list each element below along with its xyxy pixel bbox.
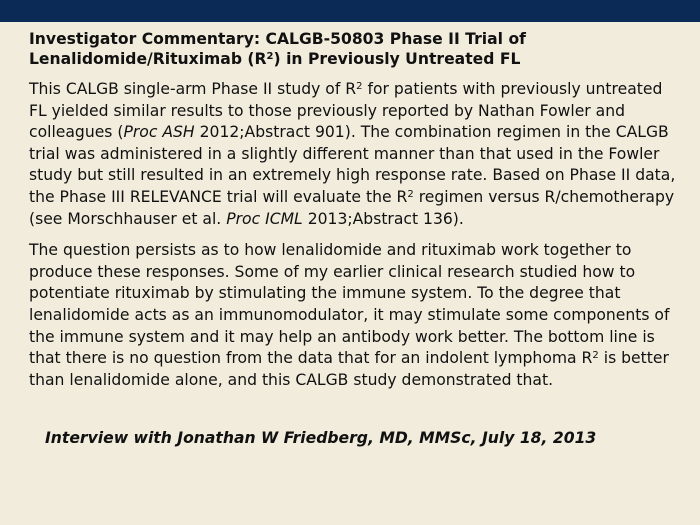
title-line-2b: ) in Previously Untreated FL bbox=[273, 50, 521, 68]
p2-text-a: The question persists as to how lenalidomide and rituximab work together to produce these responses. Some of my earlier clinical research studied how to potentiate rituximab by stimulating the immune system. To the degree that lenalidomide acts as an immunomodulator, it may stimulate some components of the immune system and it may help an antibody work better. The bottom line is that there is no question from the data that for an indolent lymphoma R bbox=[29, 241, 670, 368]
interview-credit: Interview with Jonathan W Friedberg, MD, MMSc, July 18, 2013 bbox=[45, 429, 597, 447]
slide-title bbox=[29, 29, 677, 69]
p1-text-d: regimen versus R/chemotherapy (see Morschhauser et al. bbox=[29, 187, 675, 228]
p1-citation-2: Proc ICML bbox=[226, 209, 303, 228]
p1-superscript-1: 2 bbox=[356, 81, 363, 92]
header-bar bbox=[0, 0, 700, 22]
title-superscript: 2 bbox=[266, 51, 274, 62]
p1-superscript-2: 2 bbox=[407, 188, 414, 200]
title-line-1: Investigator Commentary: CALGB-50803 Phase II Trial of bbox=[29, 30, 526, 48]
p2-text-b: is better than lenalidomide alone, and this CALGB study demonstrated that. bbox=[29, 349, 669, 389]
p2-superscript: 2 bbox=[592, 350, 599, 362]
p1-citation-1: Proc ASH bbox=[123, 123, 195, 142]
title-line-2a: Lenalidomide/Rituximab (R bbox=[29, 50, 267, 68]
p1-text-c: 2012;Abstract 901). The combination regimen in the CALGB trial was administered in a slightly different manner than that used in the Fowler study but still resulted in an extremely high response rate. Based on Phase II data, the Phase III RELEVANCE trial will evaluate the R bbox=[29, 123, 676, 206]
commentary-paragraph-2 bbox=[29, 240, 677, 391]
p1-text-a: This CALGB single-arm Phase II study of R bbox=[29, 80, 357, 98]
p1-text-b: for patients with previously untreated FL yielded similar results to those previously reported by Nathan Fowler and colleagues ( bbox=[29, 80, 663, 142]
p1-text-e: 2013;Abstract 136). bbox=[302, 209, 464, 228]
slide-content bbox=[29, 29, 677, 391]
commentary-paragraph-1 bbox=[29, 79, 677, 230]
